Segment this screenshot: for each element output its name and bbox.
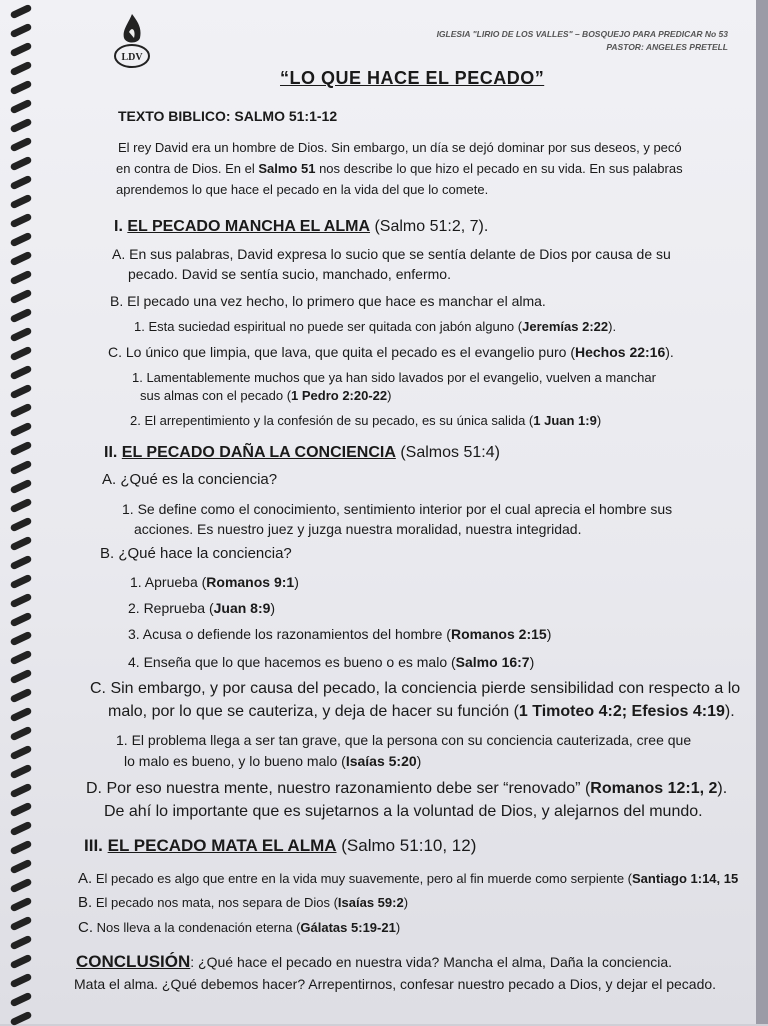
section-2-point-c-cont: malo, por lo que se cauteriza, y deja de hacer su función (1 Timoteo 4:2; Efesios 4:19). <box>108 703 735 720</box>
binding-ring <box>10 783 33 799</box>
section-1-point-b: B. El pecado una vez hecho, lo primero que hace es manchar el alma. <box>110 293 546 309</box>
binding-ring <box>10 61 33 77</box>
binding-ring <box>10 137 33 153</box>
page-header <box>437 28 728 54</box>
intro-line-3: aprendemos lo que hace el pecado en la vida del que lo comete. <box>116 182 489 197</box>
binding-ring <box>10 232 33 248</box>
section-2-heading: II. EL PECADO DAÑA LA CONCIENCIA (Salmos 51:4) <box>104 444 500 461</box>
binding-ring <box>10 878 33 894</box>
binding-ring <box>10 23 33 39</box>
binding-ring <box>10 631 33 647</box>
bible-text: TEXTO BIBLICO: SALMO 51:1-12 <box>118 108 338 124</box>
section-1-point-b1: 1. Esta suciedad espiritual no puede ser quitada con jabón alguno (Jeremías 2:22). <box>134 319 617 334</box>
spiral-binding <box>0 0 44 1024</box>
binding-ring <box>10 764 33 780</box>
intro-line-1: El rey David era un hombre de Dios. Sin embargo, un día se dejó dominar por sus deseos, y pecó <box>118 140 682 155</box>
binding-ring <box>10 612 33 628</box>
binding-ring <box>10 707 33 723</box>
binding-ring <box>10 802 33 818</box>
section-2-point-b2: 2. Reprueba (Juan 8:9) <box>128 600 276 616</box>
binding-ring <box>10 973 33 989</box>
section-2-point-b4: 4. Enseña que lo que hacemos es bueno o es malo (Salmo 16:7) <box>128 654 535 670</box>
binding-ring <box>10 992 33 1008</box>
section-2-point-a1: 1. Se define como el conocimiento, sentimiento interior por el cual aprecia el hombre sus <box>122 501 673 517</box>
section-2-point-b1: 1. Aprueba (Romanos 9:1) <box>130 574 299 590</box>
binding-ring <box>10 821 33 837</box>
binding-ring <box>10 479 33 495</box>
binding-ring <box>10 517 33 533</box>
binding-ring <box>10 80 33 96</box>
binding-ring <box>10 536 33 552</box>
conclusion-label: CONCLUSIÓN <box>76 952 191 971</box>
section-2-point-c1-cont: lo malo es bueno, y lo bueno malo (Isaías 5:20) <box>124 753 422 769</box>
conclusion-line-2: Mata el alma. ¿Qué debemos hacer? Arrepentirnos, confesar nuestro pecado a Dios, y dejar el pecado. <box>74 976 717 992</box>
binding-ring <box>10 669 33 685</box>
binding-ring <box>10 688 33 704</box>
binding-ring <box>10 289 33 305</box>
binding-ring <box>10 99 33 115</box>
binding-ring <box>10 460 33 476</box>
section-1-point-a-cont: pecado. David se sentía sucio, manchado, enfermo. <box>128 266 451 282</box>
section-2-point-c1: 1. El problema llega a ser tan grave, que la persona con su conciencia cauterizada, cree que <box>116 732 692 748</box>
binding-ring <box>10 441 33 457</box>
binding-ring <box>10 213 33 229</box>
binding-ring <box>10 308 33 324</box>
binding-ring <box>10 251 33 267</box>
binding-ring <box>10 498 33 514</box>
section-1-point-c2: 2. El arrepentimiento y la confesión de su pecado, es su única salida (1 Juan 1:9) <box>130 413 602 428</box>
section-2-point-d: D. Por eso nuestra mente, nuestro razonamiento debe ser “renovado” (Romanos 12:1, 2). <box>86 780 728 797</box>
section-3-point-c: C. Nos lleva a la condenación eterna (Gálatas 5:19-21) <box>78 919 401 936</box>
church-logo <box>112 10 152 72</box>
binding-ring <box>10 555 33 571</box>
binding-ring <box>10 954 33 970</box>
conclusion-line-1: CONCLUSIÓN: ¿Qué hace el pecado en nuestra vida? Mancha el alma, Daña la conciencia. <box>76 952 673 971</box>
binding-ring <box>10 745 33 761</box>
binding-ring <box>10 365 33 381</box>
binding-ring <box>10 897 33 913</box>
binding-ring <box>10 42 33 58</box>
binding-ring <box>10 4 33 20</box>
section-2-point-d-cont: De ahí lo importante que es sujetarnos a la voluntad de Dios, y alejarnos del mundo. <box>104 803 703 820</box>
binding-ring <box>10 327 33 343</box>
binding-ring <box>10 270 33 286</box>
section-3-point-a: A. El pecado es algo que entre en la vida muy suavemente, pero al fin muerde como serpiente (Santiago 1:14, 15 <box>78 870 739 887</box>
binding-ring <box>10 935 33 951</box>
section-2-point-b3: 3. Acusa o defiende los razonamientos del hombre (Romanos 2:15) <box>128 626 552 642</box>
binding-ring <box>10 916 33 932</box>
page-title: “LO QUE HACE EL PECADO” <box>280 68 545 88</box>
section-1-point-c1-cont: sus almas con el pecado (1 Pedro 2:20-22) <box>140 388 392 403</box>
binding-ring <box>10 422 33 438</box>
binding-ring <box>10 118 33 134</box>
section-3-heading: III. EL PECADO MATA EL ALMA (Salmo 51:10, 12) <box>84 836 477 855</box>
pastor-line: PASTOR: ANGELES PRETELL <box>606 42 728 52</box>
intro-line-2: en contra de Dios. En el Salmo 51 nos describe lo que hizo el pecado en su vida. En sus palabras <box>116 161 683 176</box>
section-1-point-a: A. En sus palabras, David expresa lo sucio que se sentía delante de Dios por causa de su <box>112 246 671 262</box>
section-2-point-a: A. ¿Qué es la conciencia? <box>102 471 278 488</box>
binding-ring <box>10 574 33 590</box>
binding-ring <box>10 840 33 856</box>
binding-ring <box>10 859 33 875</box>
flame-icon <box>124 14 141 43</box>
binding-ring <box>10 156 33 172</box>
binding-ring <box>10 403 33 419</box>
church-line: IGLESIA "LIRIO DE LOS VALLES" – BOSQUEJO PARA PREDICAR No 53 <box>436 29 728 39</box>
section-1-heading: I. EL PECADO MANCHA EL ALMA (Salmo 51:2, 7). <box>114 218 489 235</box>
binding-ring <box>10 175 33 191</box>
binding-ring <box>10 726 33 742</box>
section-2-point-b: B. ¿Qué hace la conciencia? <box>100 545 292 562</box>
section-2-point-a1-cont: acciones. Es nuestro juez y juzga nuestra moralidad, nuestra integridad. <box>134 521 582 537</box>
section-3-point-b: B. El pecado nos mata, nos separa de Dios (Isaías 59:2) <box>78 894 409 911</box>
section-1-point-c1: 1. Lamentablemente muchos que ya han sido lavados por el evangelio, vuelven a manchar <box>132 370 656 385</box>
logo-text: LDV <box>121 52 143 63</box>
binding-ring <box>10 650 33 666</box>
section-2-point-c: C. Sin embargo, y por causa del pecado, la conciencia pierde sensibilidad con respecto a lo <box>90 680 741 697</box>
page-stack-edge <box>756 0 768 1024</box>
binding-ring <box>10 593 33 609</box>
binding-ring <box>10 346 33 362</box>
binding-ring <box>10 194 33 210</box>
section-1-point-c: C. Lo único que limpia, que lava, que quita el pecado es el evangelio puro (Hechos 22:16). <box>108 344 674 360</box>
binding-ring <box>10 384 33 400</box>
